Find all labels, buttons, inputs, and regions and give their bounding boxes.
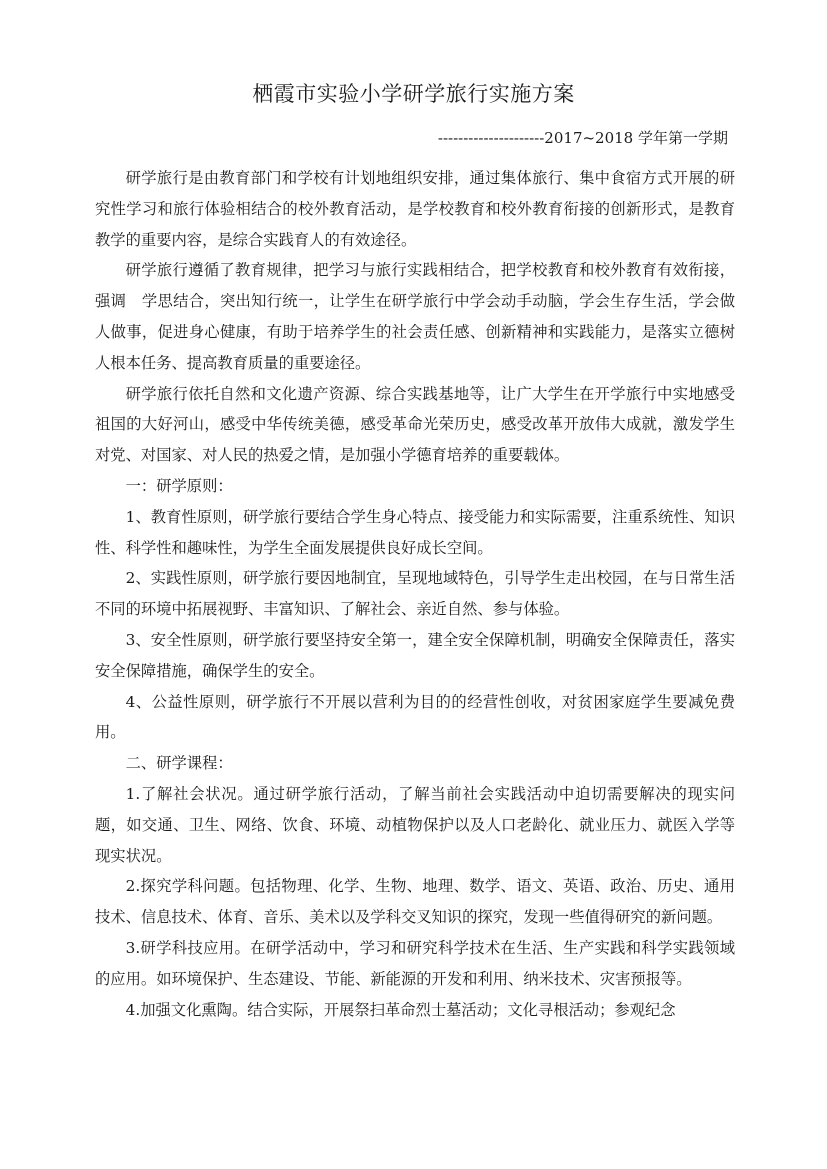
paragraph-intro-1: 研学旅行是由教育部门和学校有计划地组织安排，通过集体旅行、集中食宿方式开展的研究性学习和旅行体验相结合的校外教育活动，是学校教育和校外教育衔接的创新形式，是教育教学的重要内容，是综合实践育人的有效途径。 [95,169,735,249]
principle-item: 2、实践性原则，研学旅行要因地制宜，呈现地域特色，引导学生走出校园，在与日常生活不同的环境中拓展视野、丰富知识、了解社会、亲近自然、参与体验。 [95,569,735,619]
paragraph-intro-2: 研学旅行遵循了教育规律，把学习与旅行实践相结合，把学校教育和校外教育有效衔接，强调 学思结合，突出知行统一，让学生在研学旅行中学会动手动脑，学会生存生活，学会做人做事，促进身心健康，有助于培养学生的社会责任感、创新精神和实践能力，是落实立德树人根本任务、提高教育质量的重要途径。 [95,261,735,372]
document-subtitle: ---------------------2017~2018 学年第一学期 [437,129,728,147]
principle-item: 4、公益性原则，研学旅行不开展以营利为目的的经营性创收，对贫困家庭学生要减免费用。 [95,692,735,742]
principle-item: 1、教育性原则，研学旅行要结合学生身心特点、接受能力和实际需要，注重系统性、知识性、科学性和趣味性，为学生全面发展提供良好成长空间。 [95,507,735,557]
principle-item: 3、安全性原则，研学旅行要坚持安全第一，建全安全保障机制，明确安全保障责任，落实安全保障措施，确保学生的安全。 [95,630,735,680]
course-item: 3.研学科技应用。在研学活动中，学习和研究科学技术在生活、生产实践和科学实践领域的应用。如环境保护、生态建设、节能、新能源的开发和利用、纳米技术、灾害预报等。 [95,938,735,988]
paragraph-intro-3: 研学旅行依托自然和文化遗产资源、综合实践基地等，让广大学生在开学旅行中实地感受祖国的大好河山，感受中华传统美德，感受革命光荣历史，感受改革开放伟大成就，激发学生对党、对国家、对人民的热爱之情，是加强小学德育培养的重要载体。 [95,384,735,465]
document-title: 栖霞市实验小学研学旅行实施方案 [252,82,575,106]
course-item: 2.探究学科问题。包括物理、化学、生物、地理、数学、语文、英语、政治、历史、通用技术、信息技术、体育、音乐、美术以及学科交叉知识的探究，发现一些值得研究的新问题。 [95,877,735,927]
course-item: 1.了解社会状况。通过研学旅行活动，了解当前社会实践活动中迫切需要解决的现实问题，如交通、卫生、网络、饮食、环境、动植物保护以及人口老龄化、就业压力、就医入学等现实状况。 [95,784,735,865]
section-heading-principles: 一：研学原则： [125,476,233,495]
document-body [95,163,735,1025]
section-heading-courses: 二、研学课程： [125,754,233,773]
course-item: 4.加强文化熏陶。结合实际，开展祭扫革命烈士墓活动；文化寻根活动；参观纪念 [125,1000,676,1019]
